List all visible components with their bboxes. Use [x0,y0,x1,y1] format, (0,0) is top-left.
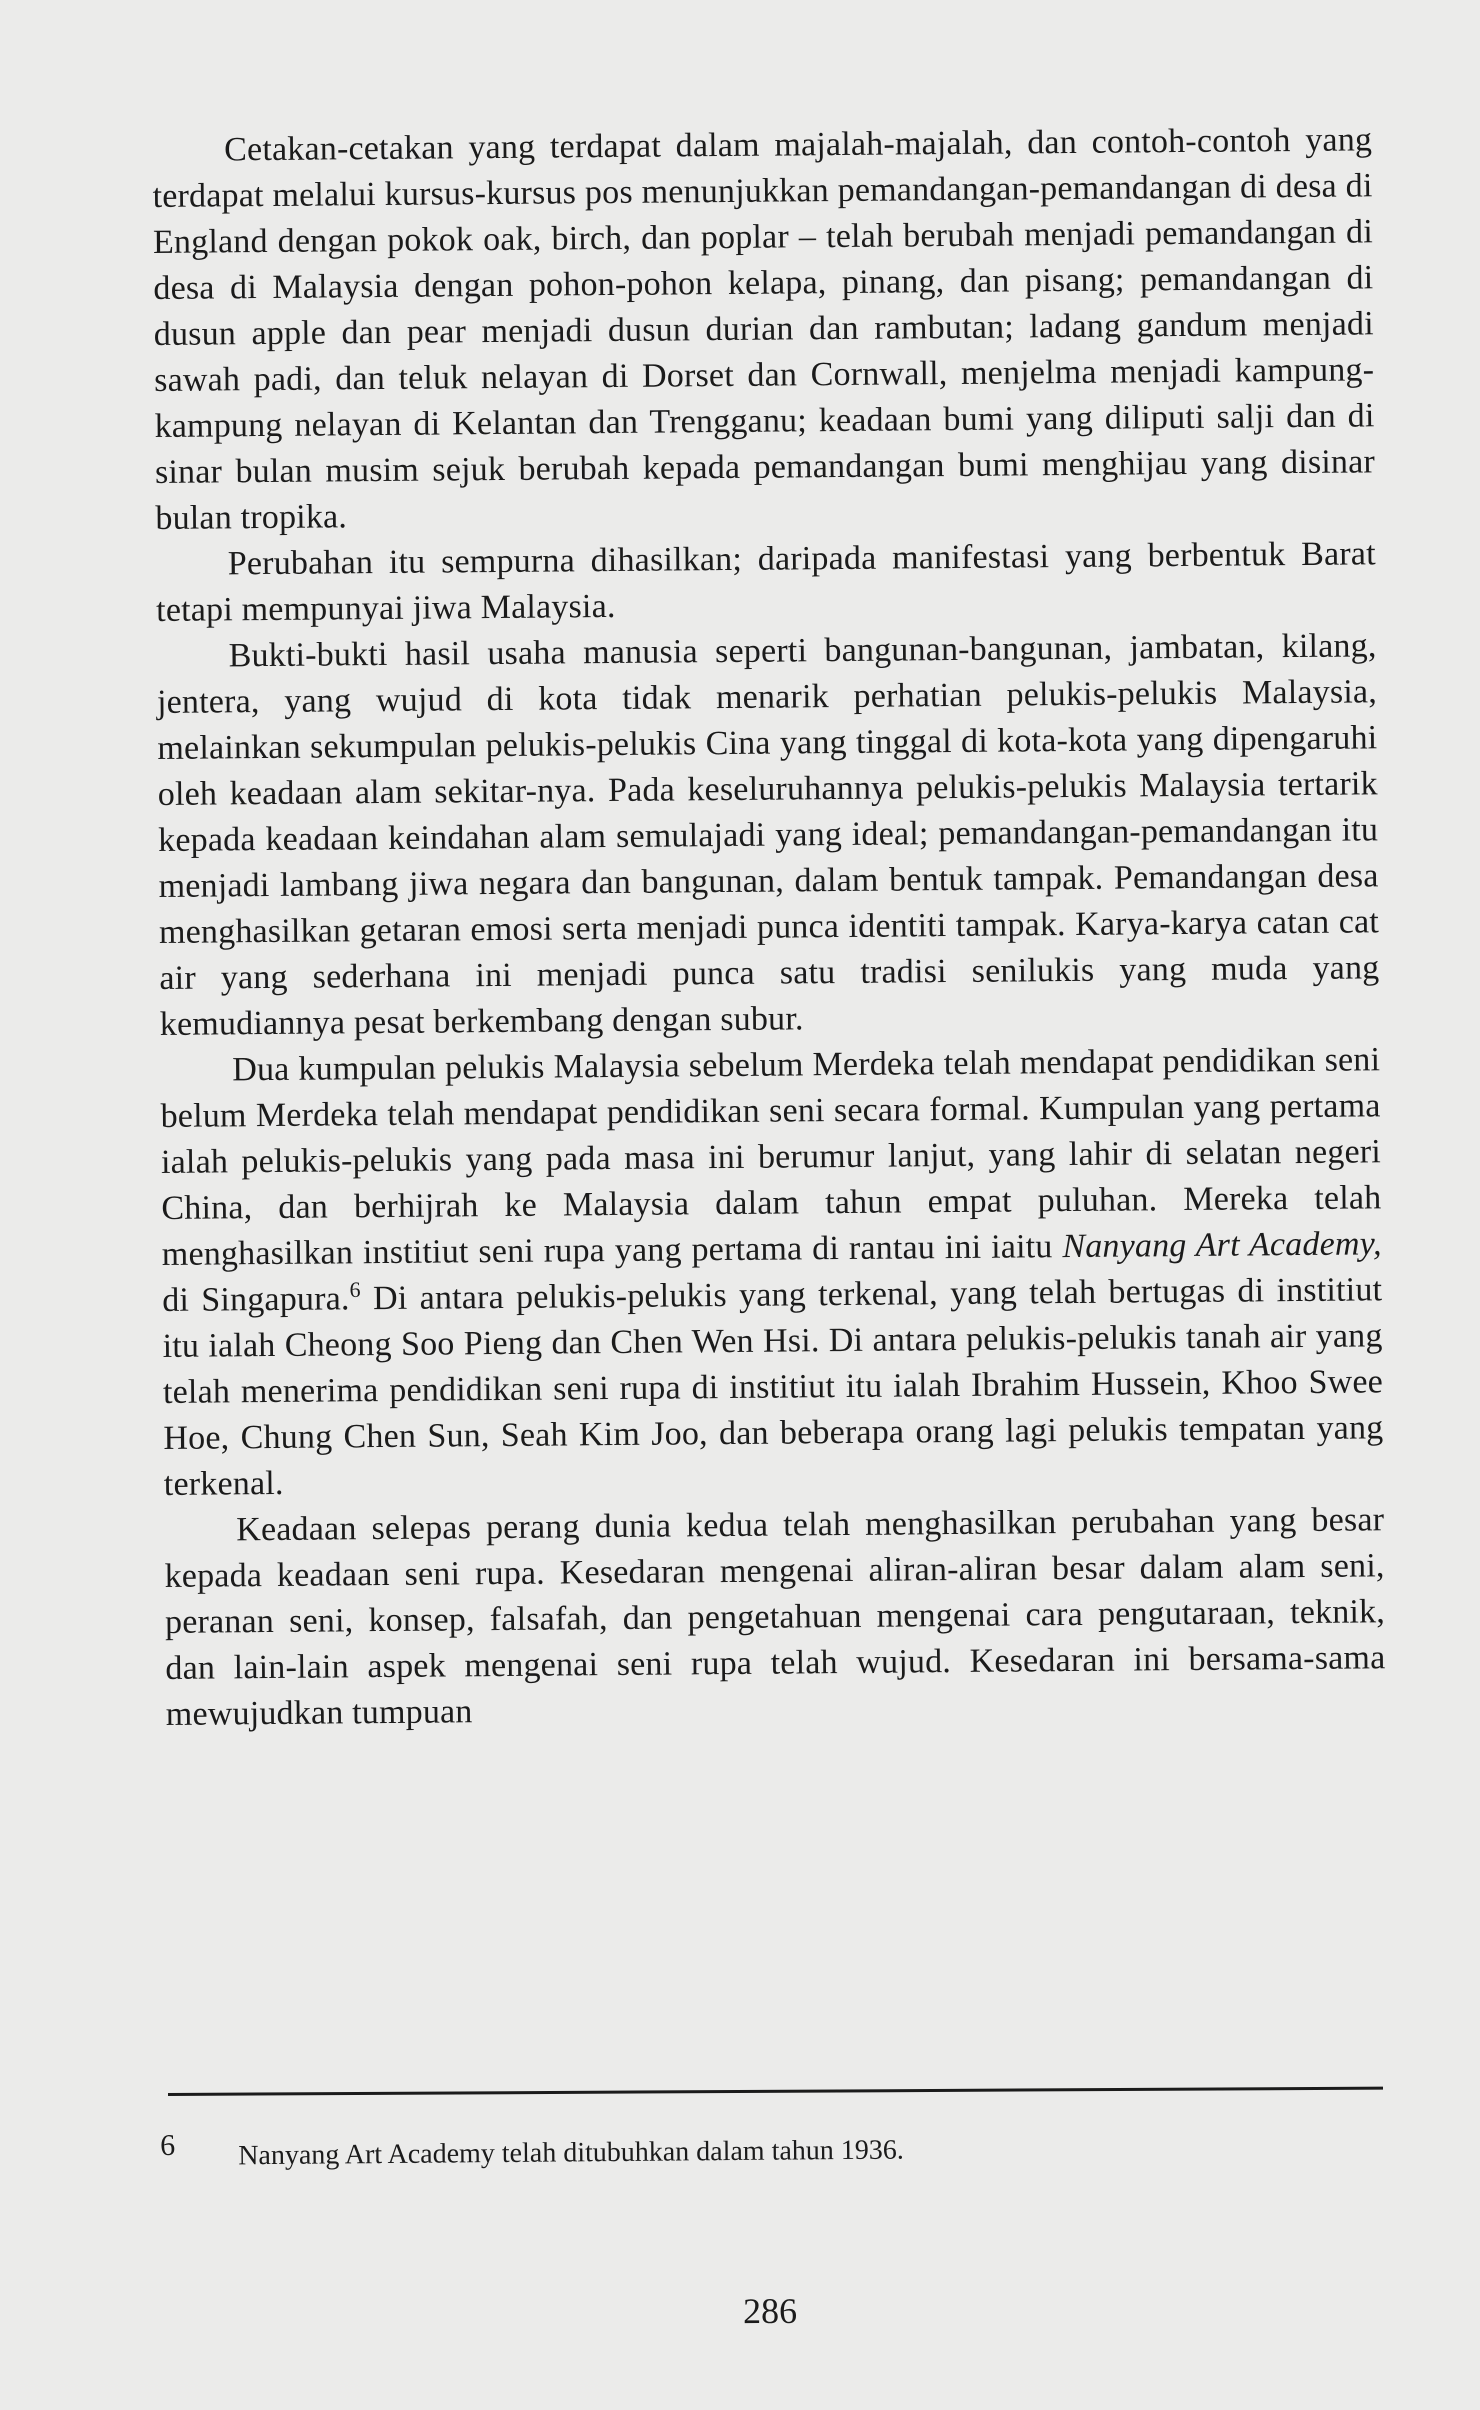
paragraph-4-part-a: Dua kumpulan pelukis Malaysia sebelum Merdeka telah mendapat pendidikan seni belum Merdeka telah mendapat pendidikan seni secara formal. Kumpulan yang pertama ialah pelukis-pelukis yang pada masa ini berumur lanjut, yang lahir di selatan negeri China, dan berhijrah ke Malaysia dalam tahun empat puluhan. Mereka telah menghasilkan institiut seni rupa yang pertama di rantau ini iaitu [160,1041,1382,1273]
footnote-number: 6 [160,2128,176,2162]
institution-name-italic: Nanyang Art Academy, [1062,1225,1382,1266]
footnote-divider [168,2087,1383,2096]
paragraph-4 [160,1037,1384,1508]
paragraph-4-part-c: Di antara pelukis-pelukis yang terkenal, yang telah bertugas di institiut itu ialah Cheong Soo Pieng dan Chen Wen Hsi. Di antara pelukis-pelukis tanah air yang telah menerima pendidikan seni rupa di institiut itu ialah Ibrahim Hussein, Khoo Swee Hoe, Chung Chen Sun, Seah Kim Joo, dan beberapa orang lagi pelukis tempatan yang terkenal. [162,1271,1384,1503]
body-text [152,117,1386,1738]
paragraph-5: Keadaan selepas perang dunia kedua telah menghasilkan perubahan yang besar kepada keadaan seni rupa. Kesedaran mengenai aliran-aliran besar dalam alam seni, peranan seni, konsep, falsafah, dan pengetahuan mengenai cara pengutaraan, teknik, dan lain-lain aspek mengenai seni rupa telah wujud. Kesedaran ini bersama-sama mewujudkan tumpuan [164,1501,1386,1733]
paragraph-4-part-b: di Singapura. [162,1280,350,1319]
footnote-reference: 6 [349,1276,361,1302]
paragraph-3: Bukti-bukti hasil usaha manusia seperti bangunan-bangunan, jambatan, kilang, jentera, yang wujud di kota tidak menarik perhatian pelukis-pelukis Malaysia, melainkan sekumpulan pelukis-pelukis Cina yang tinggal di kota-kota yang dipengaruhi oleh keadaan alam sekitar-nya. Pada keseluruhannya pelukis-pelukis Malaysia tertarik kepada keadaan keindahan alam semulajadi yang ideal; pemandangan-pemandangan itu menjadi lambang jiwa negara dan bangunan, dalam bentuk tampak. Pemandangan desa menghasilkan getaran emosi serta menjadi punca identiti tampak. Karya-karya catan cat air yang sederhana ini menjadi punca satu tradisi senilukis yang muda yang kemudiannya pesat berkembang dengan subur. [156,627,1380,1043]
paragraph-1: Cetakan-cetakan yang terdapat dalam majalah-majalah, dan contoh-contoh yang terdapat melalui kursus-kursus pos menunjukkan pemandangan-pemandangan di desa di England dengan pokok oak, birch, dan poplar – telah berubah menjadi pemandangan di desa di Malaysia dengan pohon-pohon kelapa, pinang, dan pisang; pemandangan di dusun apple dan pear menjadi dusun durian dan rambutan; ladang gandum menjadi sawah padi, dan teluk nelayan di Dorset dan Cornwall, menjelma menjadi kampung-kampung nelayan di Kelantan dan Trengganu; keadaan bumi yang diliputi salji dan di sinar bulan musim sejuk berubah kepada pemandangan bumi menghijau yang disinar bulan tropika. [152,121,1376,537]
paragraph-2: Perubahan itu sempurna dihasilkan; daripada manifestasi yang berbentuk Barat tetapi mempunyai jiwa Malaysia. [156,535,1376,629]
footnote [160,2118,1360,2175]
page-number: 286 [742,2290,798,2332]
footnote-text: Nanyang Art Academy telah ditubuhkan dalam tahun 1936. [238,2134,904,2172]
